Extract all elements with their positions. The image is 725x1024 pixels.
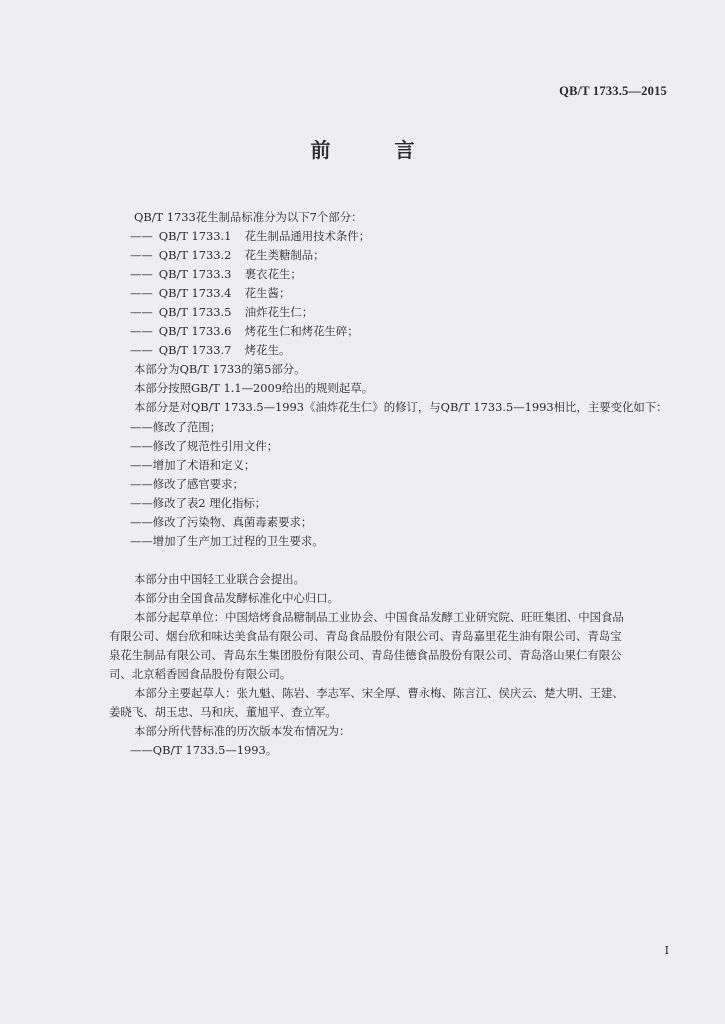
part-code: QB/T 1733.3 [158,267,232,281]
statement: 本部分是对QB/T 1733.5—1993《油炸花生仁》的修订，与QB/T 1733.5—1993相比，主要变化如下： [134,400,668,414]
statement: 本部分按照GB/T 1.1—2009给出的规则起草。 [134,381,374,395]
part-name: 花生类糖制品； [244,248,325,262]
part-code: QB/T 1733.1 [158,229,232,243]
statement: 本部分为QB/T 1733的第5部分。 [134,362,306,376]
proposed-by: 本部分由中国轻工业联合会提出。 [134,572,305,586]
change-item: ——修改了范围； [130,420,222,434]
change-item: ——修改了规范性引用文件； [130,439,279,453]
part-name: 裹衣花生； [244,267,302,281]
dash: —— [130,248,153,262]
drafters-line: 本部分主要起草人：张九魁、陈岩、李志军、宋全厚、曹永梅、陈言江、侯庆云、楚大明、王建、 [134,686,624,700]
intro-text: QB/T 1733花生制品标准分为以下7个部分： [134,210,363,224]
part-item [130,265,302,284]
dash: —— [130,324,153,338]
drafters-line: 姜晓飞、胡玉忠、马和庆、董旭平、查立军。 [109,705,337,719]
part-name: 花生制品通用技术条件； [244,229,371,243]
dash: —— [130,286,153,300]
part-code: QB/T 1733.6 [158,324,232,338]
part-item [130,322,359,341]
centralized-by: 本部分由全国食品发酵标准化中心归口。 [134,591,340,605]
part-code: QB/T 1733.5 [158,305,232,319]
part-code: QB/T 1733.4 [158,286,232,300]
history-title: 本部分所代替标准的历次版本发布情况为： [134,724,351,738]
change-item: ——增加了术语和定义； [130,458,256,472]
change-item: ——增加了生产加工过程的卫生要求。 [130,534,324,548]
part-item [130,341,290,360]
part-name: 烤花生仁和烤花生碎； [244,324,359,338]
change-item: ——修改了感官要求； [130,477,244,491]
page-title: 前 言 [310,138,437,162]
drafting-units-line: 泉花生制品有限公司、青岛东生集团股份有限公司、青岛佳德食品股份有限公司、青岛洛山果仁有限公 [109,648,622,662]
part-name: 油炸花生仁； [244,305,314,319]
part-item [130,246,325,265]
part-name: 烤花生。 [244,343,291,357]
dash: —— [130,229,153,243]
part-item [130,303,313,322]
history-item: ——QB/T 1733.5—1993。 [130,743,278,757]
part-code: QB/T 1733.7 [158,343,232,357]
part-code: QB/T 1733.2 [158,248,232,262]
drafting-units-line: 司、北京稻香园食品股份有限公司。 [109,667,292,681]
dash: —— [130,267,153,281]
dash: —— [130,305,153,319]
drafting-units-line: 有限公司、烟台欣和味达美食品有限公司、青岛食品股份有限公司、青岛嘉里花生油有限公司、青岛宝 [109,629,622,643]
part-item [130,284,290,303]
part-item [130,227,370,246]
dash: —— [130,343,153,357]
change-item: ——修改了污染物、真菌毒素要求； [130,515,313,529]
page-number: I [664,944,669,957]
change-item: ——修改了表2 理化指标； [130,496,267,510]
standard-code: QB/T 1733.5—2015 [559,84,667,98]
part-name: 花生酱； [244,286,291,300]
drafting-units-line: 本部分起草单位：中国焙烤食品糖制品工业协会、中国食品发酵工业研究院、旺旺集团、中国食品 [134,610,624,624]
